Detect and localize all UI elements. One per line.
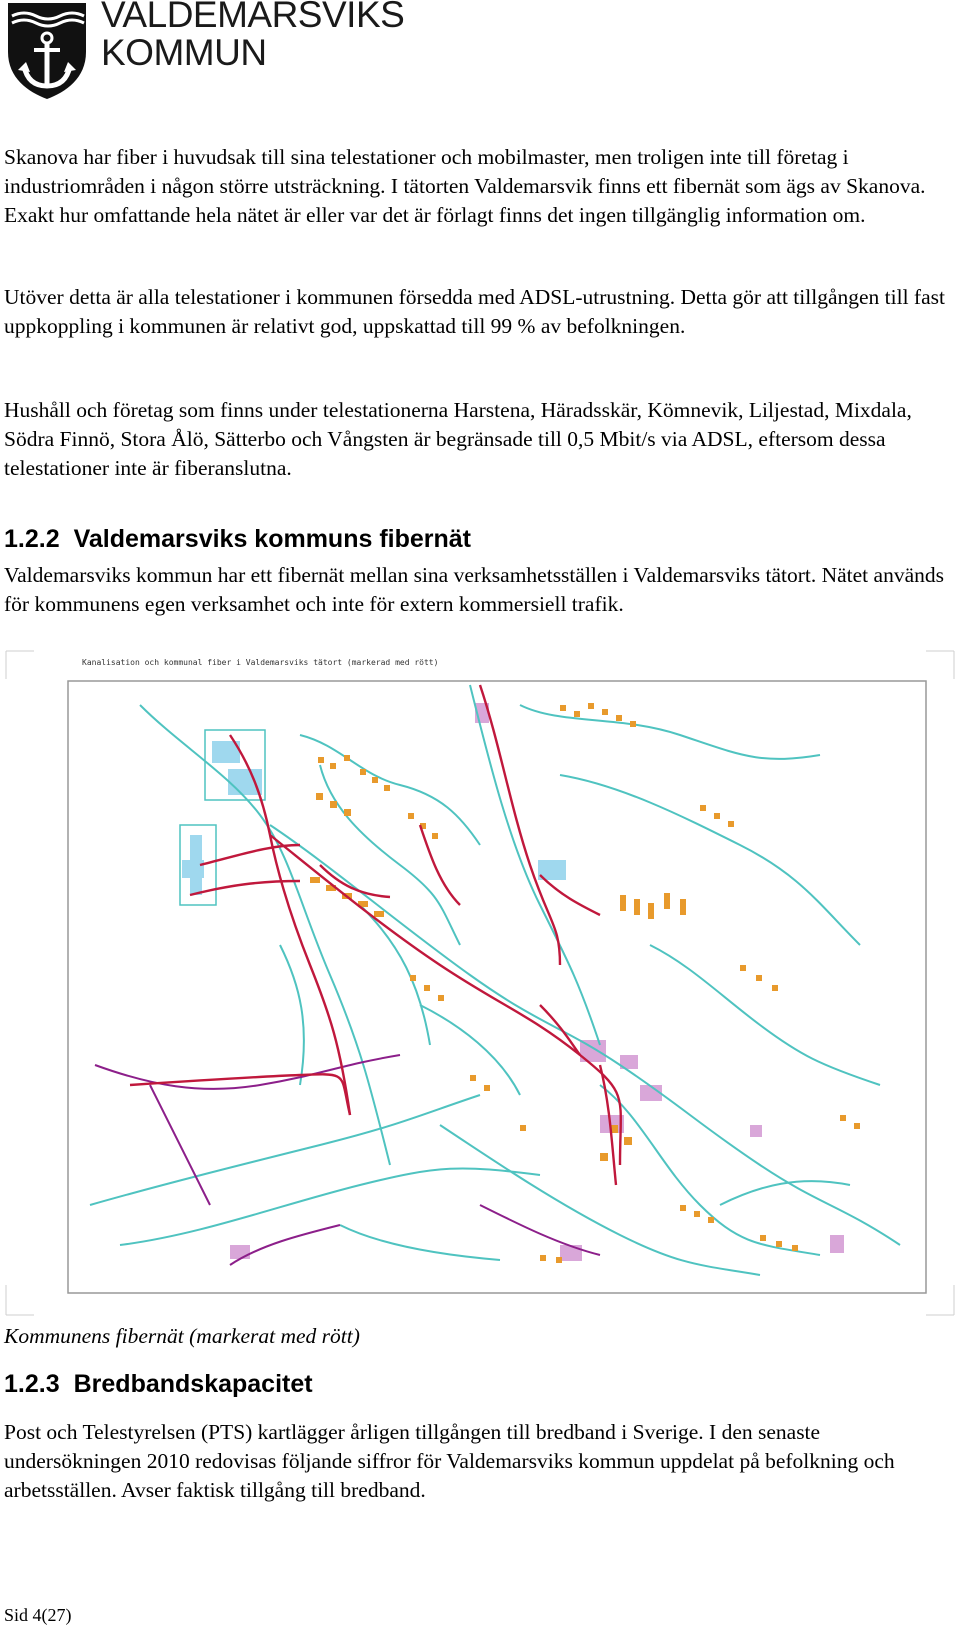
- anchor-crest-icon: [4, 0, 90, 100]
- logo-line-2: KOMMUN: [101, 32, 267, 73]
- logo-text: [101, 0, 404, 72]
- fiber-network-map: [0, 645, 960, 1325]
- paragraph-skanova: Skanova har fiber i huvudsak till sina telestationer och mobilmaster, men troligen inte till företag i industriområden i någon större utsträckning. I tätorten Valdemarsvik finns ett fibernät som ägs av Skanova. Exakt hur omfattande hela nätet är eller var det är förlagt finns det ingen tillgänglig information om.: [4, 145, 926, 227]
- map-frame: [68, 681, 926, 1293]
- paragraph-capacity: Post och Telestyrelsen (PTS) kartlägger årligen tillgången till bredband i Sverige. I den senaste undersökningen 2010 redovisas följande siffror för Valdemarsviks kommun uppdelat på befolkning och arbetsställen. Avser faktisk tillgång till bredband.: [4, 1420, 895, 1502]
- section-number: 1.2.2: [4, 525, 60, 553]
- section-title: Valdemarsviks kommuns fibernät: [73, 525, 471, 553]
- section-heading-capacity: [4, 1369, 313, 1399]
- paragraph-adsl: Utöver detta är alla telestationer i kommunen försedda med ADSL-utrustning. Detta gör att tillgången till fast uppkoppling i kommunen är relativt god, uppskattad till 99 % av befolkningen.: [4, 285, 945, 338]
- page-number: Sid 4(27): [4, 1605, 72, 1625]
- map-image: [0, 645, 960, 1325]
- municipality-logo: [4, 0, 405, 100]
- section-number: 1.2.3: [4, 1370, 60, 1398]
- map-caption: Kommunens fibernät (markerat med rött): [4, 1324, 360, 1348]
- logo-line-1: VALDEMARSVIKS: [101, 0, 405, 35]
- paragraph-fiber: Valdemarsviks kommun har ett fibernät mellan sina verksamhetsställen i Valdemarsviks tätort. Nätet används för kommunens egen verksamhet och inte för extern kommersiell trafik.: [4, 563, 944, 616]
- section-heading-fiber: [4, 524, 471, 554]
- paragraph-households: Hushåll och företag som finns under telestationerna Harstena, Häradsskär, Kömnevik, Liljestad, Mixdala, Södra Finnö, Stora Ålö, Sätterbo och Vångsten är begränsade till 0,5 Mbit/s via ADSL, eftersom dessa telestationer inte är fiberanslutna.: [4, 398, 912, 480]
- map-title: Kanalisation och kommunal fiber i Valdemarsviks tätort (markerad med rött): [82, 658, 439, 667]
- section-title: Bredbandskapacitet: [73, 1370, 313, 1398]
